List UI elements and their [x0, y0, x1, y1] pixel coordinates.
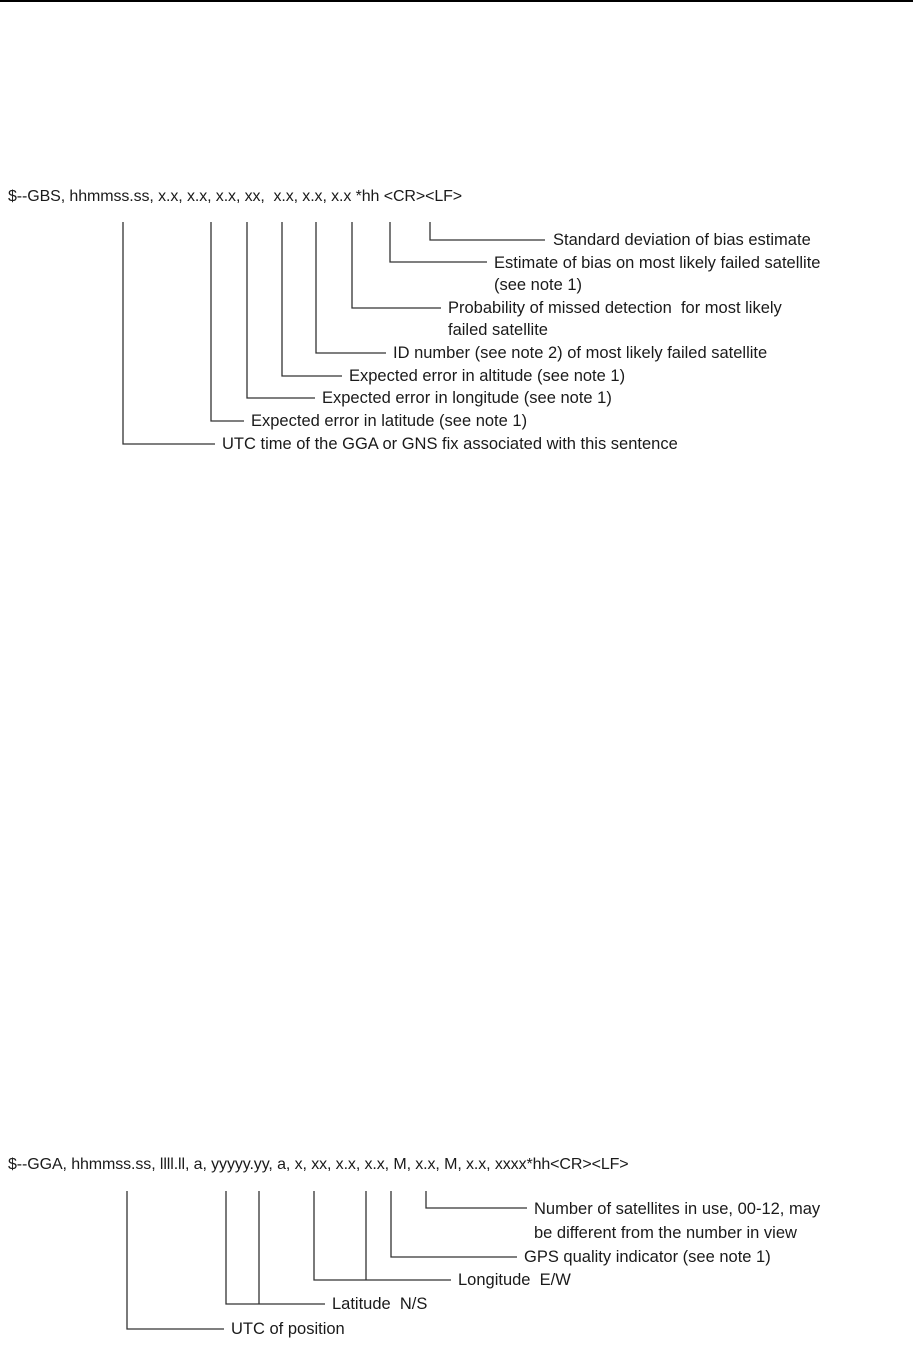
gbs-label-id-number: ID number (see note 2) of most likely failed satellite — [393, 344, 768, 362]
gga-line-lat — [226, 1191, 325, 1304]
gbs-label-prob-missed: Probability of missed detection for most likely — [448, 299, 782, 317]
gga-line-num-sats — [426, 1191, 527, 1208]
gga-label-quality: GPS quality indicator (see note 1) — [524, 1248, 771, 1266]
gbs-label-prob-missed-cont: failed satellite — [448, 321, 548, 339]
gga-label-utc: UTC of position — [231, 1320, 345, 1338]
gga-sentence: $--GGA, hhmmss.ss, llll.ll, a, yyyyy.yy, a, x, xx, x.x, x.x, M, x.x, M, x.x, xxxx*hh<CR><LF> — [8, 1156, 629, 1173]
gga-line-quality — [391, 1191, 517, 1257]
gga-label-num-sats: Number of satellites in use, 00-12, may — [534, 1200, 821, 1218]
gga-label-lat: Latitude N/S — [332, 1295, 428, 1313]
gga-line-lon — [314, 1191, 451, 1280]
gbs-label-std-dev: Standard deviation of bias estimate — [553, 231, 811, 249]
gga-label-lon: Longitude E/W — [458, 1271, 571, 1289]
gbs-sentence: $--GBS, hhmmss.ss, x.x, x.x, x.x, xx, x.x, x.x, x.x *hh <CR><LF> — [8, 188, 463, 205]
gbs-label-bias: Estimate of bias on most likely failed satellite — [494, 254, 821, 272]
gga-label-num-sats-cont: be different from the number in view — [534, 1224, 797, 1242]
gga-line-utc — [127, 1191, 224, 1329]
gbs-label-alt: Expected error in altitude (see note 1) — [349, 367, 626, 385]
gbs-label-lat: Expected error in latitude (see note 1) — [251, 412, 528, 430]
gbs-label-lon: Expected error in longitude (see note 1) — [322, 389, 612, 407]
gbs-label-utc: UTC time of the GGA or GNS fix associated with this sentence — [222, 435, 678, 453]
gbs-label-bias-note: (see note 1) — [494, 276, 583, 294]
